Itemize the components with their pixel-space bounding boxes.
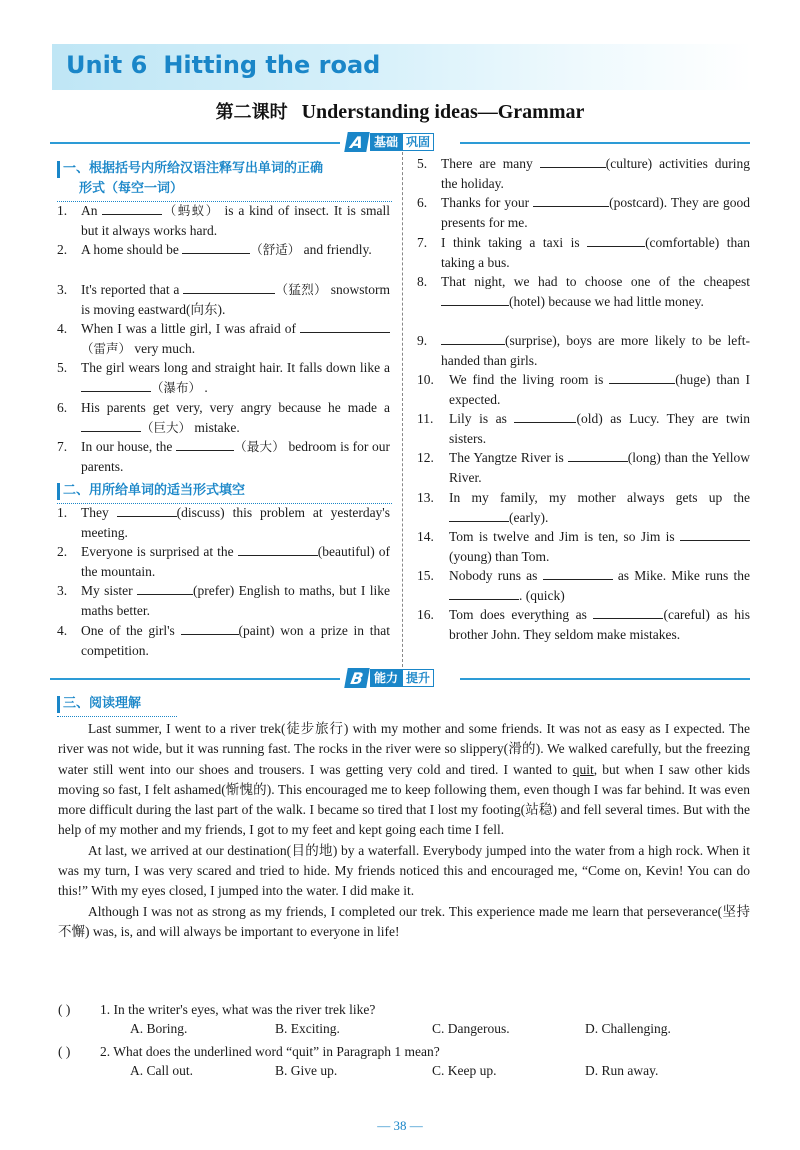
item-hint: (surprise), [505, 333, 561, 348]
sec1-item-6 [57, 398, 390, 437]
section-badge-b [50, 668, 750, 688]
sec2-item-11 [417, 409, 750, 448]
item-hint: (prefer) [193, 583, 235, 598]
sec2-item-number: 9. [417, 333, 428, 348]
column-divider [402, 152, 403, 667]
sec2-item-6 [417, 193, 750, 232]
item-text: this problem at yesterday's meeting. [81, 505, 390, 540]
sec2-item-number: 13. [417, 490, 434, 505]
sec2-item-number: 10. [417, 372, 434, 387]
item-text: Tom is twelve and Jim is ten, so Jim is [449, 529, 680, 544]
sec2-item-number: 8. [417, 274, 428, 289]
sec2-item-number: 16. [417, 607, 434, 622]
item-text: When I was a little girl, I was afraid of [81, 321, 300, 336]
item-hint: （猛烈） [275, 282, 327, 297]
q1-option-c[interactable]: C. Dangerous. [432, 1021, 510, 1036]
answer-blank[interactable] [609, 370, 675, 384]
item-text: A home should be [81, 242, 183, 257]
answer-slot-2[interactable]: ( ) [58, 1044, 71, 1059]
item-hint: (careful) [663, 607, 710, 622]
item-hint: (beautiful) [317, 544, 375, 559]
answer-blank[interactable] [593, 605, 663, 619]
item-hint: (old) [576, 411, 603, 426]
item-hint: （巨大） [141, 419, 192, 435]
item-hint: (discuss) [176, 505, 225, 520]
sec2-item-5 [417, 154, 750, 193]
item-text: They [81, 505, 117, 520]
sec2-item-number: 2. [57, 544, 68, 559]
item-text: I think taking a taxi is [441, 235, 588, 250]
answer-blank[interactable] [543, 566, 613, 580]
item-text: than Tom. [491, 548, 550, 564]
sec1-item-7 [57, 437, 390, 476]
sec2-item-16 [417, 605, 750, 644]
item-text: Lily is as [449, 411, 515, 426]
item-text: won a prize in that competition. [81, 623, 390, 658]
item-hint: （舒适） [250, 242, 301, 257]
sec1-item-1 [57, 201, 390, 240]
item-text: boys are more likely to be left-handed than girls. [441, 333, 750, 368]
section-1-header [57, 159, 392, 199]
item-text: An [81, 203, 103, 218]
item-text: is a kind of insect. It is small but it always works hard. [81, 203, 390, 238]
sec2-item-13 [417, 488, 750, 527]
badge-b-label-1: 能力 [370, 669, 402, 687]
answer-blank[interactable] [441, 292, 509, 306]
item-hint: (early). [509, 509, 549, 525]
sec2-item-8 [417, 272, 750, 311]
item-hint: (young) [449, 548, 492, 564]
item-hint: (hotel) [509, 293, 545, 309]
sec1-item-4 [57, 319, 390, 358]
item-text: snowstorm is moving eastward(向东). [81, 282, 390, 317]
answer-blank[interactable] [533, 193, 609, 207]
section-1-title-line2: 形式（每空一词） [79, 181, 184, 196]
section-badge-a [50, 132, 750, 152]
badge-a-letter: A [344, 132, 370, 152]
answer-blank[interactable] [568, 448, 628, 462]
item-text: They are good presents for me. [441, 195, 750, 230]
sec1-item-number: 1. [57, 203, 68, 218]
answer-blank[interactable] [137, 581, 193, 595]
item-text: because we had little money. [545, 293, 704, 309]
item-text: In my family, my mother always gets up the [449, 490, 750, 505]
reading-passage [58, 719, 750, 942]
item-text: mistake. [191, 419, 240, 435]
sec2-item-14 [417, 527, 750, 566]
answer-slot-1[interactable]: ( ) [58, 1002, 71, 1017]
sec2-item-12 [417, 448, 750, 487]
badge-a-label-1: 基础 [370, 133, 402, 151]
sec1-item-number: 4. [57, 321, 68, 336]
answer-blank[interactable] [102, 201, 162, 215]
sec2-item-number: 12. [417, 450, 434, 465]
unit-label: Unit 6 [66, 51, 148, 79]
sec2-item-number: 7. [417, 235, 428, 250]
item-hint: （雷声） [81, 340, 132, 356]
q1-option-d[interactable]: D. Challenging. [585, 1021, 671, 1036]
question-2-stem: 2. What does the underlined word “quit” in Paragraph 1 mean? [100, 1044, 440, 1059]
item-text: Thanks for your [441, 195, 534, 210]
answer-blank[interactable] [449, 586, 519, 600]
q1-option-b[interactable]: B. Exciting. [275, 1021, 340, 1036]
item-text: as his brother John. They seldom make mistakes. [449, 607, 751, 642]
item-text: English to maths, but I like maths better. [81, 583, 390, 618]
item-text: very much. [131, 340, 196, 356]
sec2-item-number: 14. [417, 529, 434, 544]
answer-blank[interactable] [183, 280, 275, 294]
sec1-item-number: 2. [57, 242, 68, 257]
item-text: . [201, 379, 208, 395]
sec2-item-4 [57, 621, 390, 660]
answer-blank[interactable] [182, 240, 250, 254]
sec2-item-number: 15. [417, 568, 434, 583]
item-text: activities during the holiday. [441, 156, 750, 191]
item-text: The Yangtze River is [449, 450, 568, 465]
sec2-item-number: 11. [417, 411, 434, 426]
item-hint: (comfortable) [645, 235, 720, 250]
item-text: as Lucy. They are twin sisters. [449, 411, 750, 446]
item-text: We find the living room is [449, 372, 610, 387]
lesson-title-zh: 第二课时 [215, 102, 288, 123]
item-text: Tom does everything as [449, 607, 594, 622]
sec2-item-9 [417, 331, 750, 370]
unit-name: Hitting the road [163, 51, 381, 79]
item-text: bedroom is for our parents. [81, 439, 390, 474]
answer-blank[interactable] [238, 542, 318, 556]
sec1-item-number: 5. [57, 360, 68, 375]
passage-paragraph-1: Last summer, I went to a river trek(徒步旅行) with my mother and some friends. It was not as easy as I expected. The river was not wide, but it was running fast. The rocks in the river were so slippery(滑的). We walked carefully, but the freezing water still went into our shoes and trousers. I was getting very cold and tired. I wanted to quit, but when I saw other kids moving so fast, I felt ashamed(惭愧的). This encouraged me to keep following them, even though I was far behind. It was even more difficult during the last part of the walk. I became so tired that I lost my footing(站稳) and fell several times. But with the help of my mother and my friends, I got to my feet and kept going each time I fell. [58, 721, 750, 838]
item-hint: . (quick) [519, 587, 565, 603]
answer-blank[interactable] [117, 503, 177, 517]
answer-blank[interactable] [540, 154, 606, 168]
item-hint: (culture) [605, 156, 653, 171]
item-text: Nobody runs as [449, 568, 543, 583]
sec2-item-number: 1. [57, 505, 68, 520]
q2-option-d[interactable]: D. Run away. [585, 1063, 659, 1078]
section-3-header [57, 694, 177, 714]
badge-a-label-2: 巩固 [402, 133, 434, 151]
item-hint: （最大） [233, 439, 285, 454]
sec2-item-2 [57, 542, 390, 581]
badge-b-label-2: 提升 [402, 669, 434, 687]
sec1-item-number: 3. [57, 282, 68, 297]
sec2-item-number: 6. [417, 195, 428, 210]
section-2-header [57, 481, 392, 501]
item-text: than I expected. [449, 372, 750, 407]
answer-blank[interactable] [680, 527, 750, 541]
item-hint: （蚂蚁） [162, 203, 220, 218]
item-text: of the mountain. [81, 544, 390, 579]
item-hint: （瀑布） [151, 379, 202, 395]
sec2-item-10 [417, 370, 750, 409]
q2-option-c[interactable]: C. Keep up. [432, 1063, 497, 1078]
item-text: There are many [441, 156, 540, 171]
section-1-title-line1: 一、根据括号内所给汉语注释写出单词的正确 [63, 161, 324, 176]
sec1-item-3 [57, 280, 390, 319]
item-text: and friendly. [300, 242, 372, 257]
badge-b-letter: B [344, 668, 370, 688]
answer-blank[interactable] [514, 409, 576, 423]
sec1-item-number: 6. [57, 400, 68, 415]
q2-option-a[interactable]: A. Call out. [130, 1063, 193, 1078]
item-text: than taking a bus. [441, 235, 750, 270]
item-text: In our house, the [81, 439, 176, 454]
answer-blank[interactable] [81, 378, 151, 392]
passage-paragraph-2: At last, we arrived at our destination(目的地) by a waterfall. Everybody jumped into the water from a high rock. When it was my turn, I was very scared and tried to hide. My friends noticed this and encouraged me, “Come on, Kevin! You can do this!” With my eyes closed, I jumped into the water. I did make it. [58, 842, 750, 899]
item-text: than the Yellow River. [449, 450, 751, 485]
passage-paragraph-3: Although I was not as strong as my friends, I completed our trek. This experience made me learn that perseverance(坚持不懈) was, is, and will always be important to everyone in life! [58, 903, 750, 939]
sec2-item-15 [417, 566, 750, 605]
answer-blank[interactable] [181, 621, 239, 635]
sec2-item-number: 5. [417, 156, 428, 171]
item-hint: (paint) [238, 623, 275, 638]
answer-blank[interactable] [300, 319, 390, 333]
sec2-item-7 [417, 233, 750, 272]
item-hint: (huge) [675, 372, 711, 387]
underlined-word-quit: quit [572, 761, 594, 777]
section-2-title: 二、用所给单词的适当形式填空 [63, 483, 246, 498]
item-text: It's reported that a [81, 282, 184, 297]
lesson-title-en: Understanding ideas—Grammar [301, 101, 585, 123]
sec2-item-1 [57, 503, 390, 542]
answer-blank[interactable] [81, 418, 141, 432]
sec1-item-2 [57, 240, 390, 260]
item-text: Everyone is surprised at the [81, 544, 238, 559]
lesson-title [0, 98, 800, 124]
item-text: One of the girl's [81, 623, 181, 638]
item-hint: (long) [627, 450, 661, 465]
unit-banner [52, 44, 752, 90]
page-number: — 38 — [377, 1118, 423, 1133]
item-hint: (postcard). [609, 195, 668, 210]
answer-blank[interactable] [449, 508, 509, 522]
question-1-stem: 1. In the writer's eyes, what was the river trek like? [100, 1002, 376, 1017]
sec2-item-number: 3. [57, 583, 68, 598]
answer-blank[interactable] [176, 437, 234, 451]
section-3-title: 三、阅读理解 [63, 696, 142, 711]
q1-option-a[interactable]: A. Boring. [130, 1021, 188, 1036]
unit-title [66, 51, 396, 79]
sec2-item-3 [57, 581, 390, 620]
item-text: His parents get very, very angry because he made a [81, 400, 390, 415]
sec1-item-5 [57, 358, 390, 397]
item-text: as Mike. Mike runs the [612, 568, 750, 583]
answer-blank[interactable] [441, 331, 505, 345]
sec1-item-number: 7. [57, 439, 68, 454]
q2-option-b[interactable]: B. Give up. [275, 1063, 338, 1078]
item-text: The girl wears long and straight hair. It falls down like a [81, 360, 390, 375]
sec2-item-number: 4. [57, 623, 68, 638]
item-text: That night, we had to choose one of the cheapest [441, 274, 750, 289]
answer-blank[interactable] [587, 233, 645, 247]
item-text: My sister [81, 583, 138, 598]
